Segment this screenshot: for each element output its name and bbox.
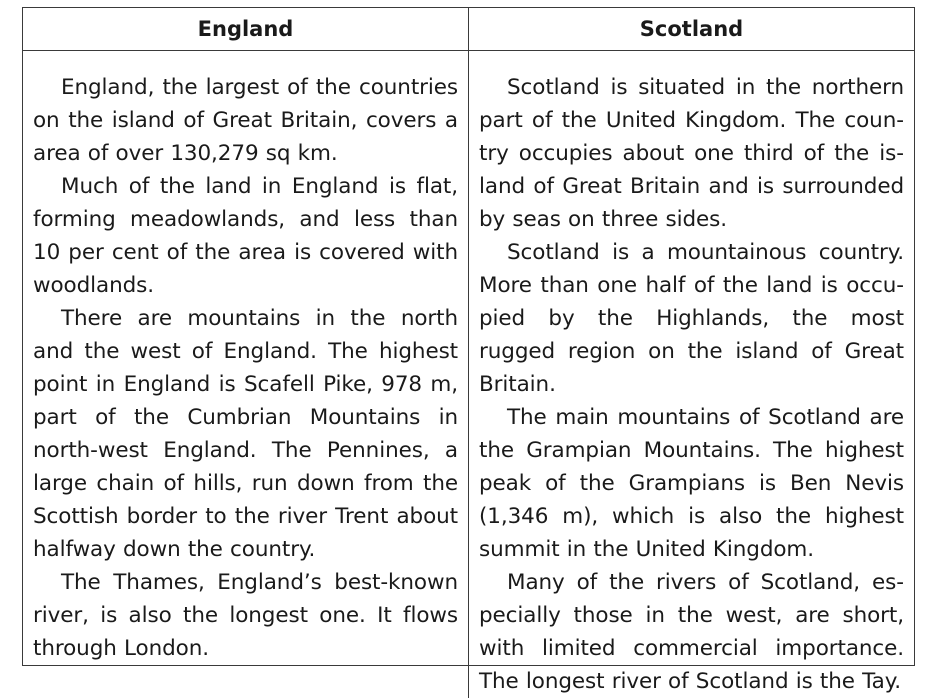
- scotland-paragraph-1: Scotland is situated in the northern part of the United Kingdom. The country occupies about one third of the island of Great Britain and is surrounded by seas on three sides.: [479, 75, 904, 232]
- column-body-england: [23, 51, 469, 698]
- column-heading-scotland: Scotland: [469, 8, 914, 51]
- scotland-paragraph-2: Scotland is a mountainous country. More than one half of the land is occupied by the Highlands, the most rugged region on the island of Great Britain.: [479, 240, 904, 397]
- scotland-paragraph-4: Many of the rivers of Scotland, especially those in the west, are short, with limited commercial importance. The longest river of Scotland is the Tay.: [479, 570, 904, 694]
- england-paragraph-3: There are mountains in the north and the west of England. The highest point in England is Scafell Pike, 978 m, part of the Cumbrian Mountains in north-west England. The Pennines, a large chain of hills, run down from the Scottish border to the river Trent about halfway down the country.: [33, 306, 458, 562]
- column-heading-england: England: [23, 8, 469, 51]
- scotland-paragraph-3: The main mountains of Scotland are the Grampian Mountains. The highest peak of the Grampians is Ben Nevis (1,346 m), which is also the highest summit in the United Kingdom.: [479, 405, 904, 562]
- england-paragraph-1: England, the largest of the countries on the island of Great Britain, covers a area of over 130,279 sq km.: [33, 75, 458, 166]
- comparison-table: [22, 7, 915, 694]
- england-paragraph-2: Much of the land in England is flat, forming meadowlands, and less than 10 per cent of the area is covered with woodlands.: [33, 174, 458, 298]
- england-paragraph-4: The Thames, England’s best-known river, is also the longest one. It flows through London.: [33, 570, 458, 661]
- column-body-scotland: [469, 51, 914, 698]
